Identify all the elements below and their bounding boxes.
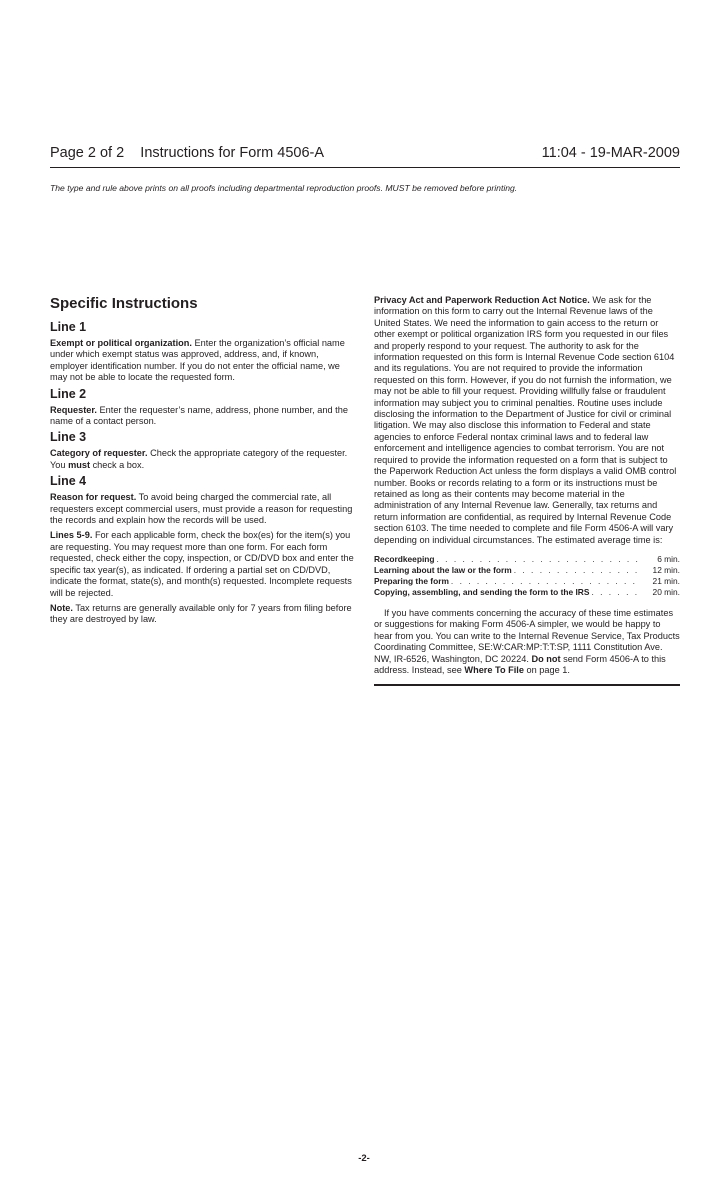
line3-tail: check a box.: [90, 459, 145, 470]
time-label: Recordkeeping: [374, 553, 435, 564]
privacy-text: We ask for the information on this form to carry out the Internal Revenue laws of the United States. We need the information to gain access to the return or other exempt or political organization IRS form you requested in our files and properly respond to your request. The authority to ask for the information requested on this form is Internal Revenue Code section 6104 and its regulations. You are not required to provide the information requested on this form. However, if you do not furnish the information, we may not be able to fill your request. Providing willfully false or fraudulent information may subject you to criminal penalties. Routine uses include disclosing the information to the Department of Justice for civil or criminal litigation. We may also disclose this information to Federal and state agencies to enforce Federal nontax criminal laws and to federal law enforcement and intelligence agencies to combat terrorism. You are not required to provide the information requested on a form that is subject to the Paperwork Reduction Act unless the form displays a valid OMB control number. Books or records relating to a form or its instructions must be retained as long as their contents may become material in the administration of any Internal Revenue law. Generally, tax returns and return information are confidential, as required by Internal Revenue Code section 6103. The time needed to complete and file Form 4506-A will vary depending on individual circumstances. The estimated average time is:: [374, 295, 677, 545]
time-row: [374, 565, 680, 576]
line1-paragraph: [50, 338, 356, 384]
time-row: [374, 576, 680, 587]
line3-heading: Line 3: [50, 430, 87, 445]
time-label: Preparing the form: [374, 575, 449, 586]
dot-leader: [589, 587, 640, 598]
line3-emphasis: must: [68, 459, 91, 470]
page-number: -2-: [358, 1153, 370, 1164]
proof-note: The type and rule above prints on all proofs including departmental reproduction proofs. MUST be removed before printing.: [50, 183, 518, 193]
line2-paragraph: [50, 405, 356, 428]
time-value: 21 min.: [652, 575, 680, 586]
time-row: [374, 587, 680, 598]
comments-mid: send Form 4506-A to this address. Instead, see: [374, 653, 666, 675]
page-header: [50, 145, 680, 168]
line1-lead: Exempt or political organization.: [50, 338, 192, 348]
time-value: 6 min.: [657, 553, 680, 564]
line2-heading: Line 2: [50, 386, 87, 401]
line1-heading: Line 1: [50, 320, 87, 334]
line3-paragraph: [50, 448, 356, 471]
section-title: Specific Instructions: [50, 295, 198, 312]
dot-leader: [435, 554, 640, 565]
time-label: Copying, assembling, and sending the form to the IRS: [374, 586, 590, 597]
note-lead: Note.: [50, 602, 73, 613]
line4-paragraph: [50, 492, 356, 526]
header-timestamp: 11:04 - 19-MAR-2009: [541, 145, 680, 161]
comments-text: If you have comments concerning the accuracy of these time estimates or suggestions for making Form 4506-A simpler, we would be happy to hear from you. You can write to the Internal Revenue Service, Tax Products Coordinating Committee, SE:W:CAR:MP:T:T:SP, 1111 Constitution Ave. NW, IR-6526, Washington, DC 20224.: [374, 607, 680, 664]
privacy-lead: Privacy Act and Paperwork Reduction Act Notice.: [374, 295, 590, 305]
time-value: 20 min.: [652, 586, 680, 597]
comments-paragraph: [374, 608, 680, 676]
right-column: [374, 295, 680, 686]
dot-leader: [449, 576, 640, 587]
line4-text: To avoid being charged the commercial rate, all requesters except commercial users, must provide a reason for requesting the records and explain how the records will be used.: [50, 492, 353, 526]
time-label: Learning about the law or the form: [374, 564, 512, 575]
column-end-rule: [374, 684, 680, 686]
line4-lead: Reason for request.: [50, 492, 137, 503]
line2-text: Enter the requester’s name, address, phone number, and the name of a contact person.: [50, 404, 348, 427]
line3-lead: Category of requester.: [50, 448, 148, 459]
line2-lead: Requester.: [50, 404, 97, 415]
line1-text: Enter the organization’s official name under which exempt status was approved, address, and, if known, employer identification number. If you do not enter the official name, we may not be able to locate the requested form.: [50, 338, 345, 383]
lines5-9-lead: Lines 5-9.: [50, 530, 93, 541]
comments-bold-where-to-file: Where To File: [464, 664, 524, 675]
note-paragraph: [50, 603, 356, 626]
time-row: [374, 554, 680, 565]
note-text: Tax returns are generally available only for 7 years from filing before they are destroyed by law.: [50, 602, 352, 625]
dot-leader: [512, 565, 640, 576]
privacy-paragraph: [374, 295, 680, 546]
header-title: Page 2 of 2 Instructions for Form 4506-A: [50, 145, 325, 161]
left-column: [50, 295, 356, 628]
time-estimates: [374, 554, 680, 598]
comments-tail: on page 1.: [523, 664, 570, 675]
line4-heading: Line 4: [50, 474, 87, 489]
lines5-9-text: For each applicable form, check the box(es) for the item(s) you are requesting. You may request more than one form. For each form requested, check either the copy, inspection, or CD/DVD box and enter the specific tax year(s), as indicated. If ordering a partial set on CD/DVD, indicate the format, state(s), and month(s) requested. Incomplete requests will be rejected.: [50, 530, 354, 598]
time-value: 12 min.: [652, 564, 680, 575]
line3-text: Check the appropriate category of the requester. You: [50, 448, 348, 470]
comments-bold-do-not: Do not: [531, 653, 561, 664]
lines5-9-paragraph: [50, 530, 356, 598]
